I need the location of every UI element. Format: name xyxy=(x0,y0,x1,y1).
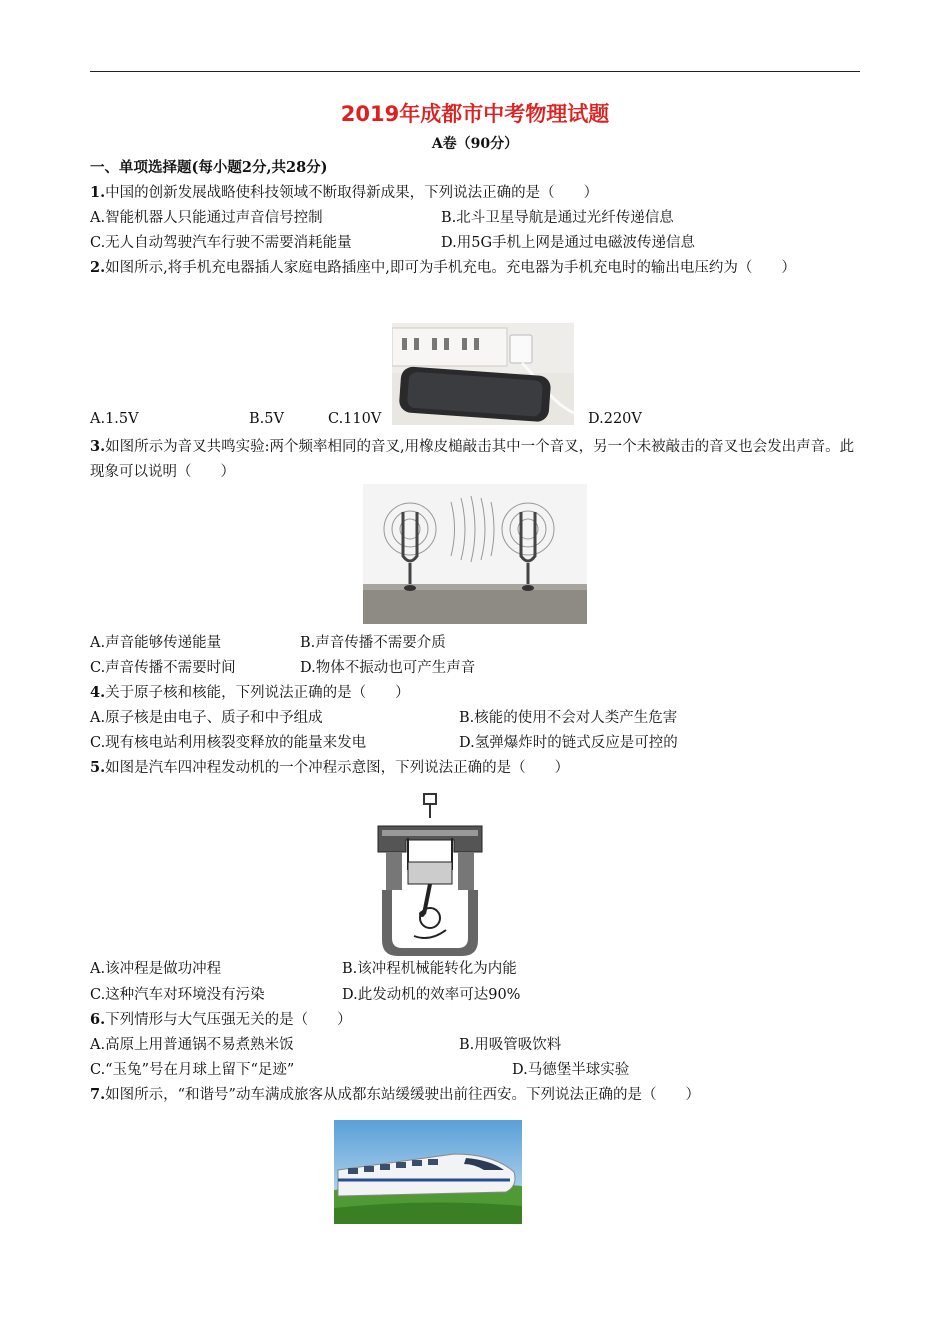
q6-option-c: C.“玉兔”号在月球上留下“足迹” xyxy=(90,1062,295,1078)
question-stem: 如图是汽车四冲程发动机的一个冲程示意图，下列说法正确的是（ ） xyxy=(105,760,570,776)
question-stem: 如图所示为音叉共鸣实验:两个频率相同的音叉,用橡皮槌敲击其中一个音叉，另一个未被敲击的音叉也会发出声音。此现象可以说明（ ） xyxy=(90,439,855,480)
question-4 xyxy=(90,683,410,703)
question-number: 3. xyxy=(90,438,106,455)
question-stem: 如图所示,将手机充电器插人家庭电路插座中,即可为手机充电。充电器为手机充电时的输出电压约为（ ） xyxy=(105,260,796,276)
q1-option-c: C.无人自动驾驶汽车行驶不需要消耗能量 xyxy=(90,235,352,251)
q3-option-c: C.声音传播不需要时间 xyxy=(90,660,236,676)
q4-option-b: B.核能的使用不会对人类产生危害 xyxy=(459,710,678,726)
question-2 xyxy=(90,255,862,281)
engine-diagram xyxy=(372,790,488,960)
question-5 xyxy=(90,758,569,778)
section-heading: 一、单项选择题(每小题2分,共28分) xyxy=(90,159,328,176)
q4-option-a: A.原子核是由电子、质子和中予组成 xyxy=(90,710,323,726)
question-stem: 中国的创新发展战略使科技领域不断取得新成果，下列说法正确的是（ ） xyxy=(105,185,599,201)
q2-option-c: C.110V xyxy=(328,411,382,427)
q3-option-b: B.声音传播不需要介质 xyxy=(300,635,446,651)
q1-option-d: D.用5G手机上网是通过电磁波传递信息 xyxy=(441,235,696,251)
q3-option-d: D.物体不振动也可产生声音 xyxy=(300,660,476,676)
q1-option-a: A.智能机器人只能通过声音信号控制 xyxy=(90,210,323,226)
question-3 xyxy=(90,434,862,485)
question-7 xyxy=(90,1085,700,1105)
q5-option-a: A.该冲程是做功冲程 xyxy=(90,961,222,977)
question-stem: 下列情形与大气压强无关的是（ ） xyxy=(105,1012,352,1028)
q3-option-a: A.声音能够传递能量 xyxy=(90,635,222,651)
question-number: 5. xyxy=(90,759,106,776)
q4-option-c: C.现有核电站利用核裂变释放的能量来发电 xyxy=(90,735,367,751)
phone-charger-image xyxy=(392,323,574,425)
q1-option-b: B.北斗卫星导航是通过光纤传递信息 xyxy=(441,210,674,226)
page-title: 2019年成都市中考物理试题 xyxy=(340,102,610,126)
tuning-fork-image xyxy=(363,484,587,624)
q4-option-d: D.氢弹爆炸时的链式反应是可控的 xyxy=(459,735,678,751)
q5-option-d: D.此发动机的效率可达90% xyxy=(342,987,521,1003)
q6-option-b: B.用吸管吸饮料 xyxy=(459,1037,562,1053)
question-number: 6. xyxy=(90,1011,106,1028)
question-number: 4. xyxy=(90,684,106,701)
question-stem: 关于原子核和核能，下列说法正确的是（ ） xyxy=(105,685,410,701)
question-number: 7. xyxy=(90,1086,106,1103)
question-stem: 如图所示，“和谐号”动车满成旅客从成都东站缓缓驶出前往西安。下列说法正确的是（ ） xyxy=(105,1087,700,1103)
header-rule xyxy=(90,71,860,72)
page-subtitle: A卷（90分） xyxy=(431,136,519,152)
q6-option-a: A.高原上用普通锅不易煮熟米饭 xyxy=(90,1037,294,1053)
question-number: 2. xyxy=(90,259,106,276)
question-6 xyxy=(90,1010,352,1030)
q5-option-b: B.该冲程机械能转化为内能 xyxy=(342,961,517,977)
q2-option-b: B.5V xyxy=(249,411,284,427)
q5-option-c: C.这种汽车对环境没有污染 xyxy=(90,987,265,1003)
question-1 xyxy=(90,183,598,203)
question-number: 1. xyxy=(90,184,106,201)
q6-option-d: D.马德堡半球实验 xyxy=(512,1062,630,1078)
train-image xyxy=(334,1120,522,1224)
q2-option-d: D.220V xyxy=(588,411,642,427)
q2-option-a: A.1.5V xyxy=(90,411,139,427)
